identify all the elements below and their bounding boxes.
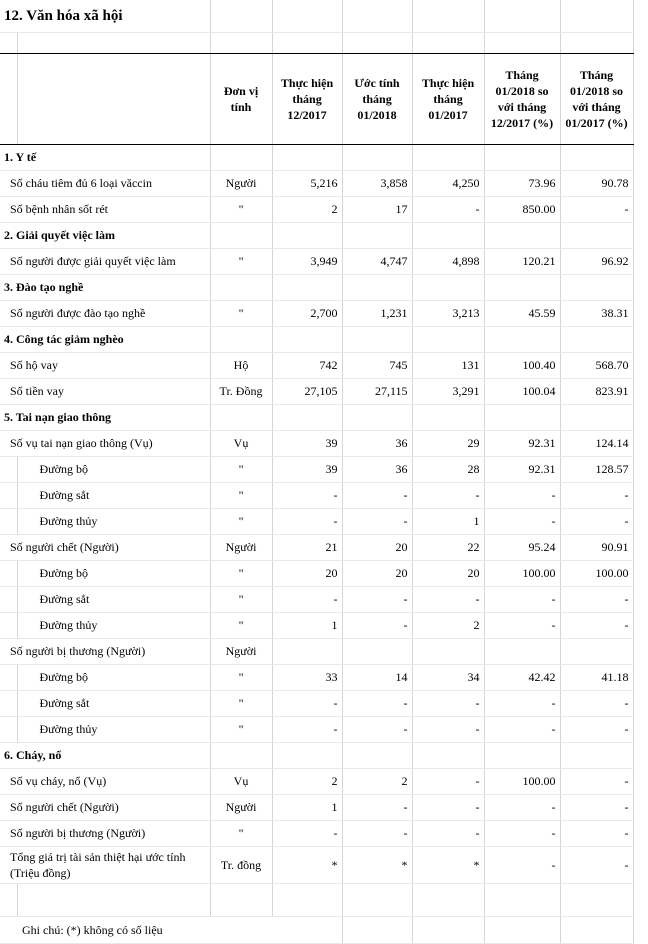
empty-cell [272,405,342,431]
table-row [0,379,633,405]
value-cell: 745 [342,353,412,379]
empty-cell [342,405,412,431]
section-row [0,223,633,249]
value-cell: - [342,691,412,717]
value-cell: 742 [272,353,342,379]
empty-cell [210,275,272,301]
value-cell: - [272,717,342,743]
value-cell: - [484,587,560,613]
unit-cell: " [210,561,272,587]
spacer-row [0,33,633,54]
empty-cell [210,223,272,249]
table-row [0,171,633,197]
value-cell: - [560,717,633,743]
unit-cell: " [210,821,272,847]
empty-cell [342,223,412,249]
value-cell: - [560,587,633,613]
empty-cell [484,223,560,249]
row-label: Số tiền vay [0,379,210,405]
empty-cell [0,884,17,917]
row-label: Số người được đào tạo nghề [0,301,210,327]
row-label: Đường sắt [17,483,210,509]
row-label: Số người chết (Người) [0,535,210,561]
row-label: Số người bị thương (Người) [0,821,210,847]
value-cell: 17 [342,197,412,223]
value-cell: 131 [412,353,484,379]
section-label: 6. Cháy, nổ [0,743,210,769]
value-cell: 73.96 [484,171,560,197]
value-cell: 20 [342,535,412,561]
table-row [0,665,633,691]
header-unit: Đơn vị tính [210,54,272,145]
note-row [0,917,633,944]
value-cell: 39 [272,457,342,483]
blank-row [0,884,633,917]
unit-cell: " [210,717,272,743]
empty-cell [412,275,484,301]
value-cell: 100.04 [484,379,560,405]
empty-cell [210,405,272,431]
value-cell: - [272,821,342,847]
value-cell: - [412,483,484,509]
row-label: Số người bị thương (Người) [0,639,210,665]
value-cell: 1 [412,509,484,535]
table-row [0,301,633,327]
row-label: Đường thủy [17,613,210,639]
value-cell [484,639,560,665]
value-cell: 92.31 [484,431,560,457]
table-row [0,535,633,561]
unit-cell: " [210,587,272,613]
empty-cell [342,275,412,301]
table-row [0,821,633,847]
header-ratio-vs-dec-2017: Tháng 01/2018 so với tháng 12/2017 (%) [484,54,560,145]
value-cell: 2 [272,769,342,795]
value-cell: 100.40 [484,353,560,379]
value-cell [560,639,633,665]
value-cell: 2 [412,613,484,639]
empty-cell [412,917,484,944]
table-row [0,847,633,884]
value-cell: 36 [342,457,412,483]
empty-cell [412,884,484,917]
row-label: Số bệnh nhân sốt rét [0,197,210,223]
value-cell: * [412,847,484,884]
empty-cell [484,884,560,917]
unit-cell: Người [210,535,272,561]
indent-cell [0,691,17,717]
empty-cell [210,743,272,769]
value-cell: 3,949 [272,249,342,275]
empty-cell [272,743,342,769]
value-cell: - [342,613,412,639]
value-cell: - [484,821,560,847]
value-cell: 27,115 [342,379,412,405]
value-cell [272,639,342,665]
footnote: Ghi chú: (*) không có số liệu [0,917,342,944]
value-cell: 22 [412,535,484,561]
value-cell: - [342,509,412,535]
value-cell: 1 [272,613,342,639]
table-row [0,691,633,717]
unit-cell: " [210,301,272,327]
unit-cell: " [210,691,272,717]
indent-cell [0,457,17,483]
value-cell: - [560,691,633,717]
value-cell [342,639,412,665]
value-cell: - [342,587,412,613]
value-cell: 124.14 [560,431,633,457]
value-cell: 90.91 [560,535,633,561]
title-row [0,0,633,33]
value-cell: 42.42 [484,665,560,691]
value-cell: 27,105 [272,379,342,405]
header-ratio-vs-jan-2017: Tháng 01/2018 so với tháng 01/2017 (%) [560,54,633,145]
value-cell: - [484,717,560,743]
empty-cell [272,223,342,249]
value-cell: - [412,587,484,613]
section-row [0,743,633,769]
value-cell: 4,747 [342,249,412,275]
value-cell: 850.00 [484,197,560,223]
empty-cell [272,327,342,353]
table-row [0,509,633,535]
unit-cell: Vụ [210,431,272,457]
value-cell: 3,858 [342,171,412,197]
row-label: Đường bộ [17,561,210,587]
value-cell: 14 [342,665,412,691]
value-cell [412,639,484,665]
table-row [0,197,633,223]
value-cell: - [560,795,633,821]
row-label: Đường bộ [17,457,210,483]
value-cell: - [412,197,484,223]
value-cell: 21 [272,535,342,561]
value-cell: - [560,821,633,847]
indent-cell [0,509,17,535]
indent-cell [0,483,17,509]
unit-cell: " [210,249,272,275]
header-row [0,54,633,145]
value-cell: 568.70 [560,353,633,379]
header-actual-jan-2017: Thực hiện tháng 01/2017 [412,54,484,145]
value-cell: 1,231 [342,301,412,327]
empty-cell [17,884,210,917]
value-cell: 100.00 [484,561,560,587]
value-cell: 92.31 [484,457,560,483]
empty-cell [484,275,560,301]
empty-cell [560,743,633,769]
value-cell: 33 [272,665,342,691]
value-cell: * [272,847,342,884]
table-row [0,769,633,795]
value-cell: 4,898 [412,249,484,275]
empty-cell [412,405,484,431]
value-cell: - [560,769,633,795]
unit-cell: " [210,509,272,535]
empty-cell [342,884,412,917]
value-cell: 120.21 [484,249,560,275]
empty-cell [342,145,412,171]
unit-cell: Vụ [210,769,272,795]
unit-cell: " [210,613,272,639]
empty-cell [560,917,633,944]
value-cell: - [560,509,633,535]
row-label: Tổng giá trị tài sản thiệt hại ước tính (Triệu đồng) [0,847,210,884]
empty-cell [484,405,560,431]
empty-cell [412,145,484,171]
value-cell: 20 [412,561,484,587]
row-label: Số vụ cháy, nổ (Vụ) [0,769,210,795]
table-row [0,795,633,821]
unit-cell: Hộ [210,353,272,379]
value-cell: 90.78 [560,171,633,197]
value-cell: 95.24 [484,535,560,561]
empty-cell [560,145,633,171]
value-cell: - [484,509,560,535]
empty-cell [272,884,342,917]
value-cell: - [484,847,560,884]
empty-cell [484,145,560,171]
value-cell: - [484,483,560,509]
empty-cell [412,327,484,353]
value-cell: - [560,197,633,223]
value-cell: - [560,613,633,639]
value-cell: - [484,795,560,821]
value-cell: 100.00 [560,561,633,587]
value-cell: - [412,691,484,717]
empty-cell [210,145,272,171]
indent-cell [0,587,17,613]
value-cell: - [342,483,412,509]
empty-cell [484,917,560,944]
row-label: Đường sắt [17,587,210,613]
value-cell: - [272,509,342,535]
unit-cell: Tr. đồng [210,847,272,884]
unit-cell: " [210,197,272,223]
section-row [0,275,633,301]
value-cell: 1 [272,795,342,821]
value-cell: - [484,613,560,639]
row-label: Đường sắt [17,691,210,717]
value-cell: - [342,717,412,743]
unit-cell: " [210,483,272,509]
table-row [0,717,633,743]
table-row [0,431,633,457]
value-cell: 20 [342,561,412,587]
value-cell: - [412,795,484,821]
row-label: Đường bộ [17,665,210,691]
row-label: Số người chết (Người) [0,795,210,821]
value-cell: - [560,483,633,509]
empty-cell [560,405,633,431]
value-cell: - [560,847,633,884]
value-cell: 34 [412,665,484,691]
indent-cell [0,717,17,743]
empty-cell [342,327,412,353]
value-cell: * [342,847,412,884]
section-label: 1. Y tế [0,145,210,171]
empty-cell [560,223,633,249]
empty-cell [560,327,633,353]
empty-cell [412,743,484,769]
empty-cell [342,917,412,944]
header-estimate-jan-2018: Ước tính tháng 01/2018 [342,54,412,145]
unit-cell: Người [210,171,272,197]
table-row [0,613,633,639]
section-label: 3. Đào tạo nghề [0,275,210,301]
value-cell: 36 [342,431,412,457]
value-cell: 4,250 [412,171,484,197]
value-cell: - [272,587,342,613]
unit-cell: Tr. Đồng [210,379,272,405]
row-label: Đường thủy [17,717,210,743]
value-cell: - [342,795,412,821]
indent-cell [0,561,17,587]
value-cell: 100.00 [484,769,560,795]
value-cell: - [484,691,560,717]
indent-cell [0,665,17,691]
row-label: Số người được giải quyết việc làm [0,249,210,275]
value-cell: - [412,717,484,743]
value-cell: 29 [412,431,484,457]
page-title: 12. Văn hóa xã hội [0,0,210,33]
unit-cell: Người [210,795,272,821]
section-label: 4. Công tác giảm nghèo [0,327,210,353]
unit-cell: Người [210,639,272,665]
section-label: 5. Tai nạn giao thông [0,405,210,431]
empty-cell [272,145,342,171]
value-cell: 20 [272,561,342,587]
unit-cell: " [210,457,272,483]
empty-cell [210,884,272,917]
value-cell: 2 [342,769,412,795]
value-cell: - [412,769,484,795]
value-cell: 3,213 [412,301,484,327]
section-row [0,145,633,171]
empty-cell [342,743,412,769]
value-cell: - [272,483,342,509]
empty-cell [272,275,342,301]
row-label: Số hộ vay [0,353,210,379]
row-label: Đường thủy [17,509,210,535]
value-cell: 96.92 [560,249,633,275]
empty-cell [484,327,560,353]
value-cell: 38.31 [560,301,633,327]
section-row [0,405,633,431]
value-cell: 2,700 [272,301,342,327]
table-row [0,353,633,379]
value-cell: - [342,821,412,847]
value-cell: 823.91 [560,379,633,405]
empty-cell [412,223,484,249]
unit-cell: " [210,665,272,691]
value-cell: - [412,821,484,847]
empty-cell [210,327,272,353]
value-cell: 28 [412,457,484,483]
value-cell: 3,291 [412,379,484,405]
value-cell: 45.59 [484,301,560,327]
value-cell: 128.57 [560,457,633,483]
header-actual-dec-2017: Thực hiện tháng 12/2017 [272,54,342,145]
value-cell: 5,216 [272,171,342,197]
table-row [0,561,633,587]
row-label: Số vụ tai nạn giao thông (Vụ) [0,431,210,457]
value-cell: 41.18 [560,665,633,691]
indent-cell [0,613,17,639]
empty-cell [560,275,633,301]
value-cell: - [272,691,342,717]
section-label: 2. Giải quyết việc làm [0,223,210,249]
table-row [0,483,633,509]
empty-cell [560,884,633,917]
empty-cell [484,743,560,769]
section-row [0,327,633,353]
row-label: Số cháu tiêm đủ 6 loại văccin [0,171,210,197]
table-row [0,639,633,665]
value-cell: 2 [272,197,342,223]
value-cell: 39 [272,431,342,457]
table-row [0,249,633,275]
table-row [0,457,633,483]
table-row [0,587,633,613]
